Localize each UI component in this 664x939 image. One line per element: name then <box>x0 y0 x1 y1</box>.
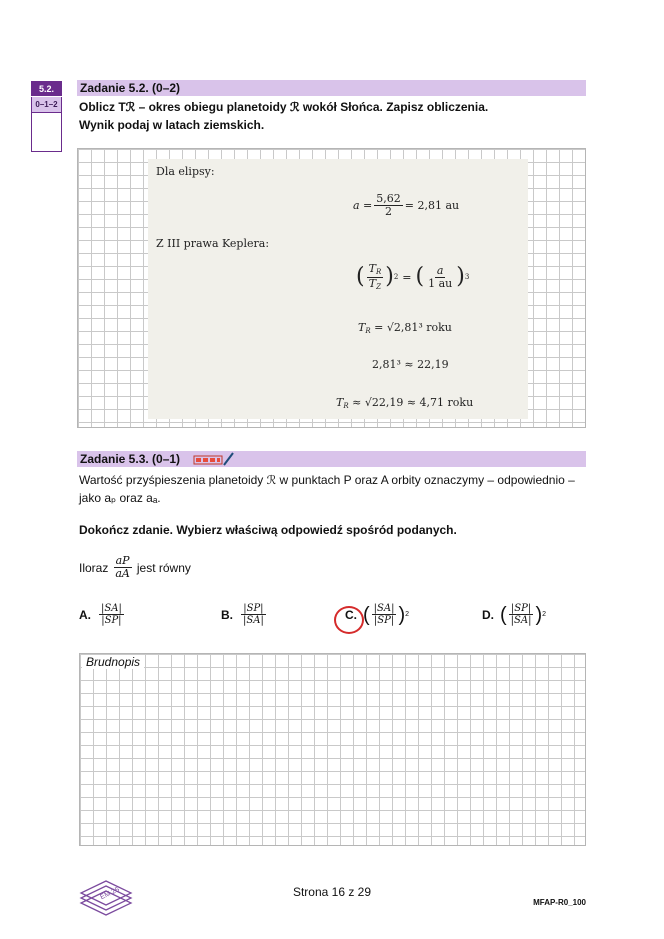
option-c-paren-open: ( <box>363 603 370 626</box>
axis-numerator: a <box>436 263 444 277</box>
option-c-num: |SA| <box>373 603 395 614</box>
option-a-fraction <box>99 603 124 626</box>
score-scale-badge: 0–1–2 <box>31 97 62 112</box>
final-result-line <box>336 396 473 410</box>
option-d-label: D. <box>482 607 494 622</box>
option-d-paren-open: ( <box>500 603 507 626</box>
ratio-numerator: aP <box>115 554 130 567</box>
task-5-2-header: Zadanie 5.2. (0–2) <box>77 80 586 96</box>
task-5-3-title: Zadanie 5.3. (0–1) <box>80 452 181 466</box>
option-d-den: |SA| <box>510 615 532 626</box>
paren-open: ( <box>356 264 365 290</box>
final-rest: ≈ √22,19 ≈ 4,71 roku <box>348 396 474 409</box>
pencil-icon <box>193 452 235 466</box>
score-box <box>31 112 62 152</box>
task-number-badge: 5.2. <box>31 81 62 96</box>
option-b-num: |SP| <box>243 603 264 614</box>
option-b-den: |SA| <box>243 615 264 626</box>
task-5-3-instruction: Dokończ zdanie. Wybierz właściwą odpowiedź spośród podanych. <box>79 523 457 537</box>
tz-sub: Z <box>376 282 382 291</box>
option-d-num: |SP| <box>510 603 532 614</box>
paren-close-right: ) <box>456 264 465 290</box>
option-a-num: |SA| <box>101 603 122 614</box>
tr-root-line <box>358 321 452 335</box>
ratio-prefix: Iloraz <box>79 560 109 575</box>
kepler-equation <box>356 263 469 291</box>
axis-denominator: 1 au <box>428 276 453 290</box>
document-code: MFAP-R0_100 <box>533 898 586 907</box>
option-c-paren-close: ) <box>398 603 406 626</box>
cube-line: 2,81³ ≈ 22,19 <box>372 358 449 371</box>
a-lhs: a = <box>353 199 373 213</box>
axis-ratio <box>426 265 454 290</box>
option-c-den: |SP| <box>373 615 395 626</box>
semi-major-axis-equation <box>353 193 459 218</box>
task-5-2-instruction-line1: Oblicz Tℛ – okres obiegu planetoidy ℛ wokół Słońca. Zapisz obliczenia. <box>79 100 489 114</box>
option-b[interactable] <box>221 603 268 626</box>
kepler-exp-right: 3 <box>464 273 470 282</box>
draft-grid <box>79 653 586 846</box>
task-5-3-header <box>77 451 586 467</box>
kepler-equals: = <box>402 270 412 284</box>
a-numerator: 5,62 <box>376 192 401 205</box>
option-c-exp: 2 <box>405 611 410 618</box>
option-a-den: |SP| <box>101 615 122 626</box>
tr-line-symbol: T <box>358 321 366 334</box>
tz-symbol: T <box>368 276 377 290</box>
paren-open-right: ( <box>415 264 425 290</box>
option-c-label: C. <box>345 607 357 622</box>
final-symbol: T <box>336 396 344 409</box>
option-a[interactable] <box>79 603 126 626</box>
option-d-paren-close: ) <box>535 603 543 626</box>
a-fraction <box>374 193 403 218</box>
ratio-fraction <box>113 555 132 580</box>
task-5-3-text-line1: Wartość przyśpieszenia planetoidy ℛ w punktach P oraz A orbity oznaczymy – odpowiednio – <box>79 473 575 487</box>
option-b-label: B. <box>221 607 233 622</box>
task-5-2-instruction-line2: Wynik podaj w latach ziemskich. <box>79 118 265 132</box>
handwritten-solution <box>148 159 528 419</box>
task-5-3-text-line2: jako aₚ oraz aₐ. <box>79 491 161 505</box>
logo-text: EM 25 <box>99 886 121 902</box>
a-rhs: = 2,81 au <box>404 199 460 213</box>
label-ellipse: Dla elipsy: <box>156 165 215 178</box>
option-d-fraction <box>509 603 534 626</box>
ratio-statement <box>79 555 191 580</box>
option-a-label: A. <box>79 607 91 622</box>
final-sub: R <box>343 402 349 410</box>
draft-label: Brudnopis <box>82 655 144 669</box>
tr-line-sub: R <box>365 327 371 335</box>
kepler-exp-left: 2 <box>393 273 399 282</box>
a-denominator: 2 <box>385 205 393 219</box>
tr-symbol: T <box>368 262 376 275</box>
tr-line-rest: = √2,81³ roku <box>370 321 452 334</box>
option-d-exp: 2 <box>542 611 547 618</box>
option-b-fraction <box>241 603 266 626</box>
period-ratio <box>367 263 384 291</box>
page-number: Strona 16 z 29 <box>292 885 372 899</box>
option-d[interactable] <box>482 603 546 626</box>
paren-close: ) <box>385 264 394 290</box>
label-kepler: Z III prawa Keplera: <box>156 237 270 250</box>
ratio-suffix: jest równy <box>136 560 191 575</box>
option-c-fraction <box>372 603 397 626</box>
selected-answer-mark <box>334 606 364 634</box>
ratio-denominator: aA <box>115 567 130 581</box>
tr-sub: R <box>375 268 382 276</box>
